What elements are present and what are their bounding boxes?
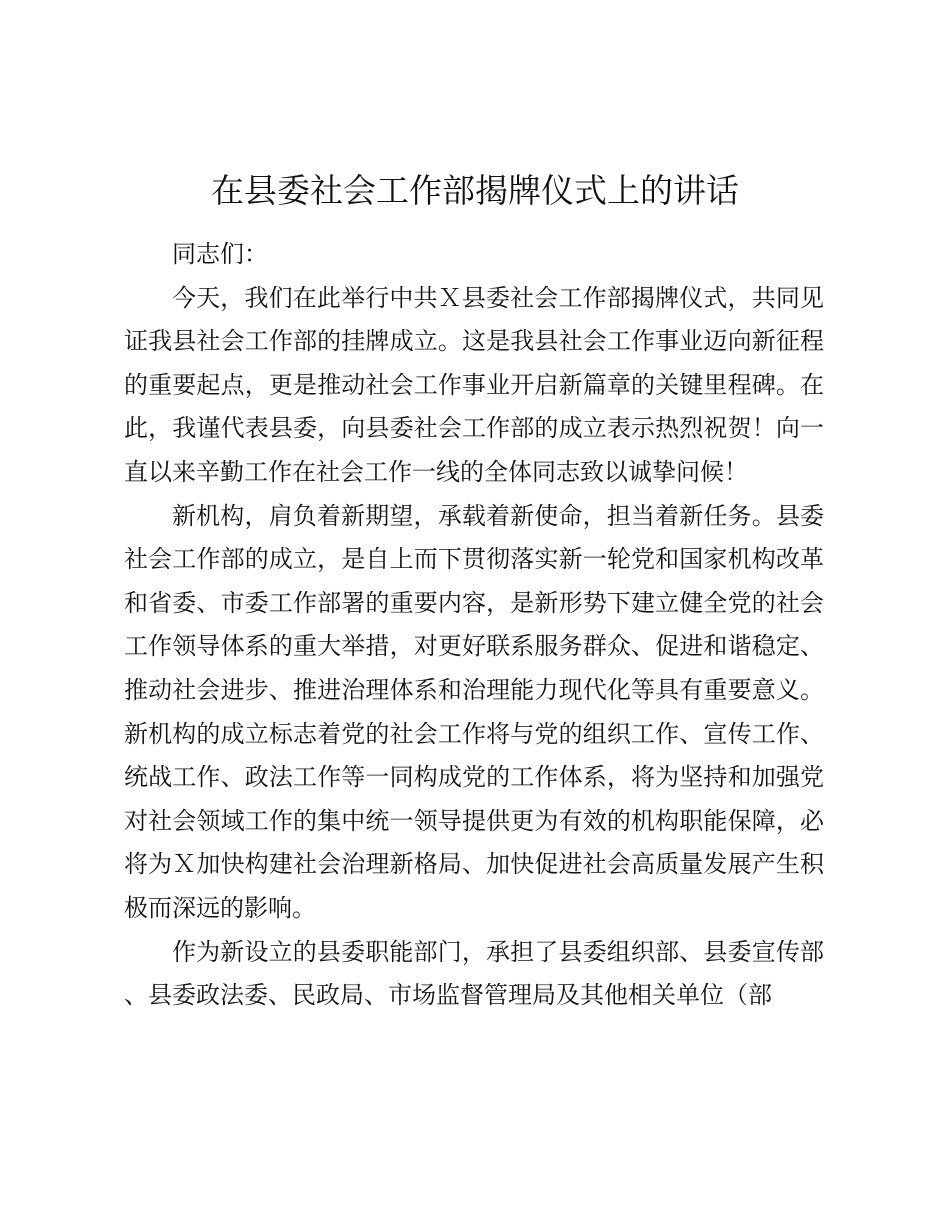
paragraph: 新机构，肩负着新期望，承载着新使命，担当着新任务。县委社会工作部的成立，是自上而下贯彻落实新一轮党和国家机构改革和省委、市委工作部署的重要内容，是新形势下建立健全党的社会工作领导体系的重大举措，对更好联系服务群众、促进和谐稳定、推动社会进步、推进治理体系和治理能力现代化等具有重要意义。新机构的成立标志着党的社会工作将与党的组织工作、宣传工作、统战工作、政法工作等一同构成党的工作体系，将为坚持和加强党对社会领域工作的集中统一领导提供更为有效的机构职能保障，必将为Ｘ加快构建社会治理新格局、加快促进社会高质量发展产生积极而深远的影响。 [124, 501, 824, 922]
paragraph: 今天，我们在此举行中共Ｘ县委社会工作部揭牌仪式，共同见证我县社会工作部的挂牌成立。这是我县社会工作事业迈向新征程的重要起点，更是推动社会工作事业开启新篇章的关键里程碑。在此，我谨代表县委，向县委社会工作部的成立表示热烈祝贺！向一直以来辛勤工作在社会工作一线的全体同志致以诚挚问候！ [124, 283, 824, 486]
salutation: 同志们： [172, 240, 268, 268]
paragraph: 作为新设立的县委职能部门，承担了县委组织部、县委宣传部、县委政法委、民政局、市场监督管理局及其他相关单位（部 [124, 937, 824, 1010]
document-body [124, 233, 824, 1018]
document-title: 在县委社会工作部揭牌仪式上的讲话 [211, 171, 739, 210]
